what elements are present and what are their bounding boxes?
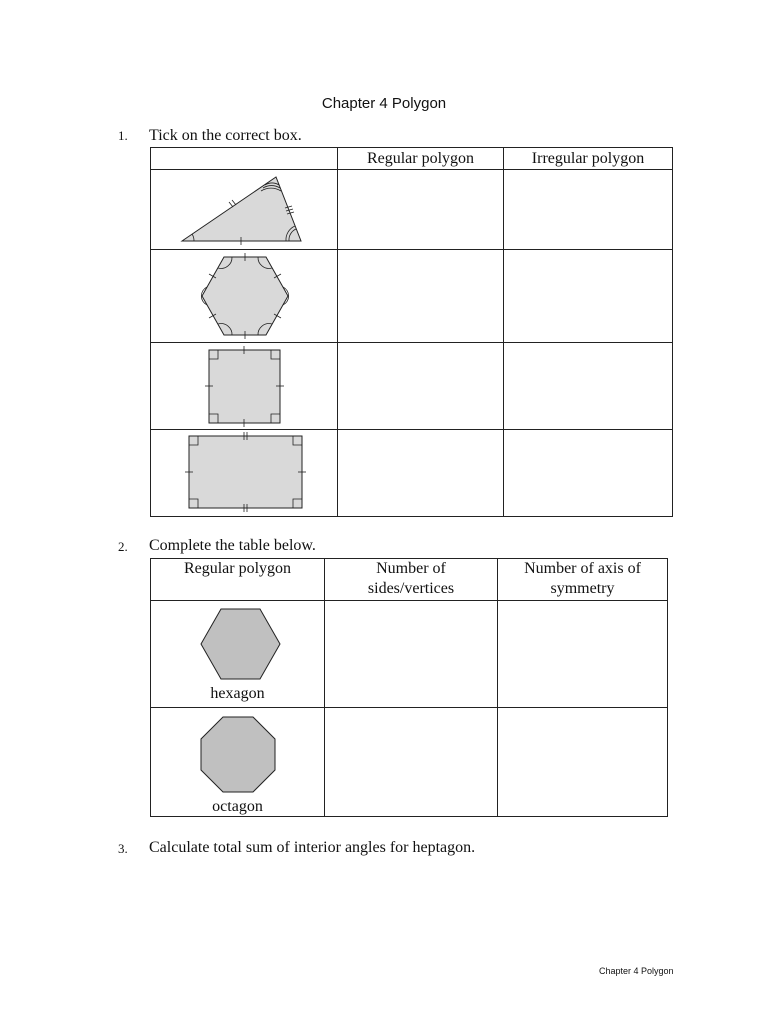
shape-name-label: hexagon bbox=[210, 685, 265, 702]
irregular-answer-box[interactable] bbox=[504, 170, 673, 250]
question-3-number: 3. bbox=[118, 841, 128, 856]
table-row bbox=[151, 601, 668, 708]
header-blank bbox=[151, 148, 338, 170]
regular-answer-box[interactable] bbox=[338, 343, 504, 430]
octagon-icon bbox=[152, 714, 324, 798]
table-row bbox=[151, 250, 673, 343]
polygon-properties-table bbox=[150, 558, 668, 817]
table-row bbox=[151, 343, 673, 430]
page-title: Chapter 4 Polygon bbox=[321, 95, 447, 112]
header-line: Number of bbox=[376, 560, 446, 577]
rectangle-icon bbox=[152, 431, 337, 515]
table-header-row bbox=[151, 559, 668, 601]
header-irregular-polygon: Irregular polygon bbox=[504, 148, 673, 170]
header-number-of-axis bbox=[498, 559, 668, 601]
question-1-text: Tick on the correct box. bbox=[149, 127, 302, 144]
table-row bbox=[151, 170, 673, 250]
header-line: symmetry bbox=[550, 580, 615, 597]
page-footer: Chapter 4 Polygon bbox=[599, 966, 674, 976]
regular-irregular-table bbox=[150, 147, 673, 517]
regular-answer-box[interactable] bbox=[338, 170, 504, 250]
sides-answer-box[interactable] bbox=[325, 601, 498, 708]
irregular-answer-box[interactable] bbox=[504, 250, 673, 343]
table-row bbox=[151, 708, 668, 817]
shape-cell bbox=[151, 708, 325, 817]
regular-answer-box[interactable] bbox=[338, 250, 504, 343]
shape-name-label: octagon bbox=[212, 798, 263, 815]
irregular-answer-box[interactable] bbox=[504, 343, 673, 430]
square-icon bbox=[152, 344, 337, 428]
shape-cell bbox=[151, 170, 338, 250]
header-regular-polygon: Regular polygon bbox=[338, 148, 504, 170]
header-line: sides/vertices bbox=[367, 580, 455, 597]
header-regular-polygon bbox=[151, 559, 325, 601]
axis-answer-box[interactable] bbox=[498, 708, 668, 817]
hexagon-icon bbox=[152, 607, 324, 685]
sides-answer-box[interactable] bbox=[325, 708, 498, 817]
header-line: Number of axis of bbox=[524, 560, 641, 577]
question-3-text: Calculate total sum of interior angles for heptagon. bbox=[149, 839, 476, 856]
shape-cell bbox=[151, 343, 338, 430]
irregular-answer-box[interactable] bbox=[504, 430, 673, 517]
hexagon-icon bbox=[152, 251, 337, 341]
question-2-number: 2. bbox=[118, 539, 128, 554]
question-2-text: Complete the table below. bbox=[149, 537, 316, 554]
shape-cell bbox=[151, 250, 338, 343]
regular-answer-box[interactable] bbox=[338, 430, 504, 517]
axis-answer-box[interactable] bbox=[498, 601, 668, 708]
header-number-of-sides bbox=[325, 559, 498, 601]
table-row bbox=[151, 430, 673, 517]
shape-cell bbox=[151, 430, 338, 517]
shape-cell bbox=[151, 601, 325, 708]
question-1-number: 1. bbox=[118, 128, 128, 143]
table-header-row bbox=[151, 148, 673, 170]
triangle-icon bbox=[152, 171, 337, 249]
header-line: Regular polygon bbox=[183, 560, 292, 577]
